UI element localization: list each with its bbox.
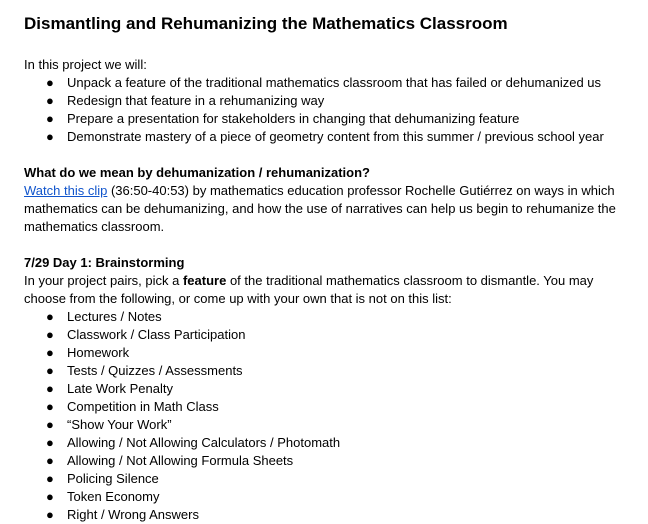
day1-heading: 7/29 Day 1: Brainstorming xyxy=(24,255,185,270)
list-item: ● Right / Wrong Answers xyxy=(46,507,199,522)
list-item: ● Lectures / Notes xyxy=(46,309,162,324)
bullet-icon: ● xyxy=(46,489,54,504)
list-item: ● Prepare a presentation for stakeholders in changing that dehumanizing feature xyxy=(46,111,520,126)
meaning-line-2: mathematics can be dehumanizing, and how the use of narratives can help us begin to rehumanize the xyxy=(24,201,616,216)
list-item: ● Classwork / Class Participation xyxy=(46,327,246,342)
list-item: ● Tests / Quizzes / Assessments xyxy=(46,363,243,378)
meaning-line-3: mathematics classroom. xyxy=(24,219,165,234)
list-item: ● Demonstrate mastery of a piece of geometry content from this summer / previous school year xyxy=(46,129,604,144)
bullet-icon: ● xyxy=(46,309,54,324)
document-title: Dismantling and Rehumanizing the Mathematics Classroom xyxy=(24,14,508,33)
bullet-icon: ● xyxy=(46,417,54,432)
bullet-icon: ● xyxy=(46,327,54,342)
intro-list xyxy=(24,74,636,146)
bullet-icon: ● xyxy=(46,435,54,450)
list-item: ● “Show Your Work” xyxy=(46,417,172,432)
bullet-icon: ● xyxy=(46,363,54,378)
bullet-icon: ● xyxy=(46,381,54,396)
bullet-icon: ● xyxy=(46,399,54,414)
intro-lead: In this project we will: xyxy=(24,57,147,72)
list-item: ● Allowing / Not Allowing Calculators / Photomath xyxy=(46,435,341,450)
meaning-line-1: Watch this clip (36:50-40:53) by mathematics education professor Rochelle Gutiérrez on ways in which xyxy=(24,183,615,198)
bullet-icon: ● xyxy=(46,345,54,360)
list-item: ● Allowing / Not Allowing Formula Sheets xyxy=(46,453,294,468)
day1-line-2: choose from the following, or come up with your own that is not on this list: xyxy=(24,291,452,306)
day1-line-1: In your project pairs, pick a feature of the traditional mathematics classroom to dismantle. You may xyxy=(24,273,594,288)
meaning-heading: What do we mean by dehumanization / rehumanization? xyxy=(24,165,370,180)
bullet-icon: ● xyxy=(46,453,54,468)
bullet-icon: ● xyxy=(46,111,54,126)
bullet-icon: ● xyxy=(46,471,54,486)
feature-emphasis: feature xyxy=(182,273,227,288)
watch-clip-link[interactable]: Watch this clip xyxy=(24,183,108,198)
bullet-icon: ● xyxy=(46,129,54,144)
feature-list xyxy=(24,308,636,524)
bullet-icon: ● xyxy=(46,75,54,90)
list-item: ● Homework xyxy=(46,345,130,360)
bullet-icon: ● xyxy=(46,507,54,522)
list-item: ● Token Economy xyxy=(46,489,160,504)
list-item: ● Unpack a feature of the traditional mathematics classroom that has failed or dehumanized us xyxy=(46,75,602,90)
list-item: ● Competition in Math Class xyxy=(46,399,219,414)
list-item: ● Policing Silence xyxy=(46,471,159,486)
list-item: ● Redesign that feature in a rehumanizing way xyxy=(46,93,325,108)
bullet-icon: ● xyxy=(46,93,54,108)
document-body xyxy=(24,12,636,524)
list-item: ● Late Work Penalty xyxy=(46,381,173,396)
